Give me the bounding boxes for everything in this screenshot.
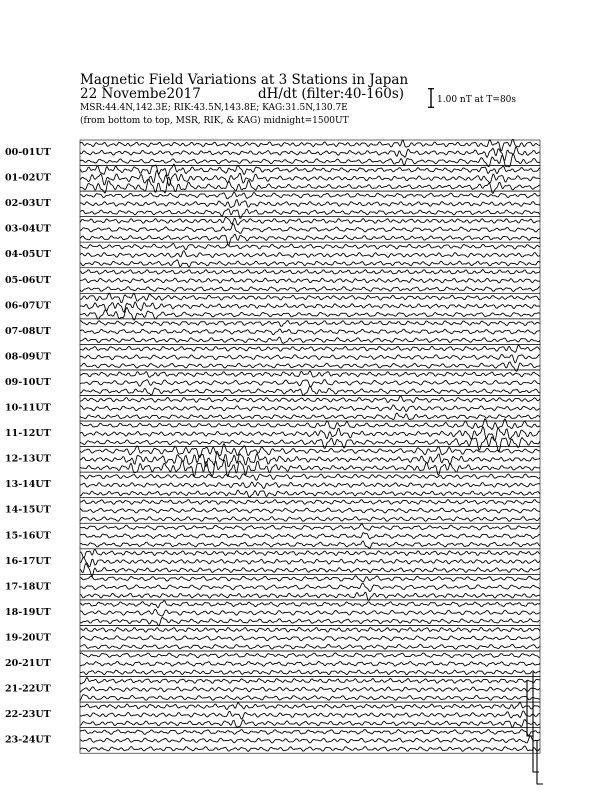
hour-label-04-05ut: 04-05UT — [5, 249, 51, 261]
hour-label-10-11ut: 10-11UT — [5, 402, 51, 414]
trace-msr — [80, 627, 540, 632]
hour-label-22-23ut: 22-23UT — [5, 709, 51, 721]
hour-label-18-19ut: 18-19UT — [5, 606, 51, 618]
trace-msr — [80, 653, 540, 658]
scale-label: 1.00 nT at T=80s — [437, 95, 517, 105]
trace-msr — [80, 524, 540, 531]
trace-rik — [80, 170, 540, 186]
hour-label-13-14ut: 13-14UT — [5, 479, 51, 491]
trace-msr — [80, 243, 540, 249]
hour-label-20-21ut: 20-21UT — [5, 658, 51, 669]
hour-label-06-07ut: 06-07UT — [5, 300, 51, 312]
trace-rik — [80, 557, 540, 566]
trace-msr — [80, 217, 540, 225]
trace-kag — [80, 287, 540, 292]
trace-rik — [80, 609, 540, 616]
hour-labels — [5, 147, 51, 746]
trace-msr — [80, 474, 540, 480]
trace-rik — [80, 224, 540, 234]
hour-label-09-10ut: 09-10UT — [5, 376, 51, 388]
trace-rik — [80, 482, 540, 489]
trace-rik — [80, 354, 540, 363]
trace-rik — [80, 736, 540, 743]
trace-msr — [80, 345, 540, 352]
trace-rik — [80, 147, 540, 160]
quantity-label: dH/dt (filter:40-160s) — [258, 86, 405, 102]
trace-kag — [80, 386, 540, 395]
trace-msr — [80, 499, 540, 504]
trace-msr — [80, 444, 540, 458]
trace-order-note: (from bottom to top, MSR, RIK, & KAG) midnight=1500UT — [80, 116, 349, 126]
trace-kag — [80, 260, 540, 267]
trace-rik — [80, 661, 540, 666]
trace-msr — [80, 270, 540, 275]
date-label: 22 Novembe2017 — [80, 86, 201, 102]
trace-rik — [80, 508, 540, 513]
trace-kag — [80, 644, 540, 649]
trace-kag — [80, 337, 540, 343]
trace-kag — [80, 719, 540, 727]
trace-msr — [80, 702, 540, 709]
hour-boxes — [80, 140, 540, 753]
hour-label-03-04ut: 03-04UT — [5, 223, 51, 235]
hour-label-12-13ut: 12-13UT — [5, 453, 51, 465]
trace-rik — [80, 405, 540, 412]
trace-kag — [80, 234, 540, 245]
trace-msr — [80, 729, 540, 735]
trace-rik — [80, 427, 540, 441]
trace-msr — [80, 371, 540, 377]
trace-rik — [80, 200, 540, 208]
hour-label-23-24ut: 23-24UT — [5, 734, 51, 746]
trace-kag — [80, 460, 540, 477]
trace-rik — [80, 251, 540, 258]
trace-kag — [80, 307, 540, 320]
hour-label-19-20ut: 19-20UT — [5, 632, 51, 644]
trace-msr — [80, 678, 540, 684]
trace-msr — [80, 396, 540, 403]
trace-kag — [80, 517, 540, 522]
trace-rik — [80, 636, 540, 641]
trace-group — [80, 139, 540, 751]
trace-msr — [80, 549, 540, 558]
trace-rik — [80, 583, 540, 591]
hour-label-16-17ut: 16-17UT — [5, 555, 51, 567]
hour-label-08-09ut: 08-09UT — [5, 351, 51, 363]
hour-label-07-08ut: 07-08UT — [5, 325, 51, 337]
hour-label-21-22ut: 21-22UT — [5, 683, 51, 695]
trace-kag — [80, 154, 540, 167]
trace-rik — [80, 687, 540, 692]
trace-msr — [80, 601, 540, 608]
trace-msr — [80, 192, 540, 199]
trace-msr — [80, 419, 540, 430]
trace-kag — [80, 617, 540, 626]
trace-kag — [80, 490, 540, 497]
trace-kag — [80, 541, 540, 548]
trace-kag — [80, 413, 540, 420]
hour-label-00-01ut: 00-01UT — [5, 147, 51, 158]
trace-kag — [80, 695, 540, 701]
trace-rik — [80, 711, 540, 719]
trace-kag — [80, 563, 540, 577]
hour-label-01-02ut: 01-02UT — [5, 172, 51, 184]
trace-rik — [80, 451, 540, 467]
hour-label-11-12ut: 11-12UT — [5, 428, 51, 440]
trace-rik — [80, 533, 540, 539]
hour-label-05-06ut: 05-06UT — [5, 274, 51, 286]
trace-msr — [80, 164, 540, 176]
trace-msr — [80, 576, 540, 582]
trace-kag — [80, 670, 540, 675]
trace-kag — [80, 746, 540, 752]
hour-label-02-03ut: 02-03UT — [5, 198, 51, 210]
trace-msr — [80, 321, 540, 327]
trace-rik — [80, 278, 540, 283]
trace-rik — [80, 302, 540, 313]
trace-msr — [80, 293, 540, 303]
hour-label-17-18ut: 17-18UT — [5, 581, 51, 593]
station-coordinates: MSR:44.4N,142.3E; RIK:43.5N,143.8E; KAG:31.5N,130.7E — [80, 103, 348, 113]
hour-label-15-16ut: 15-16UT — [5, 530, 51, 542]
trace-rik — [80, 329, 540, 335]
chart-title: Magnetic Field Variations at 3 Stations in Japan — [80, 72, 409, 88]
trace-kag — [80, 592, 540, 600]
trace-msr — [80, 139, 540, 151]
hour-label-14-15ut: 14-15UT — [5, 504, 51, 516]
